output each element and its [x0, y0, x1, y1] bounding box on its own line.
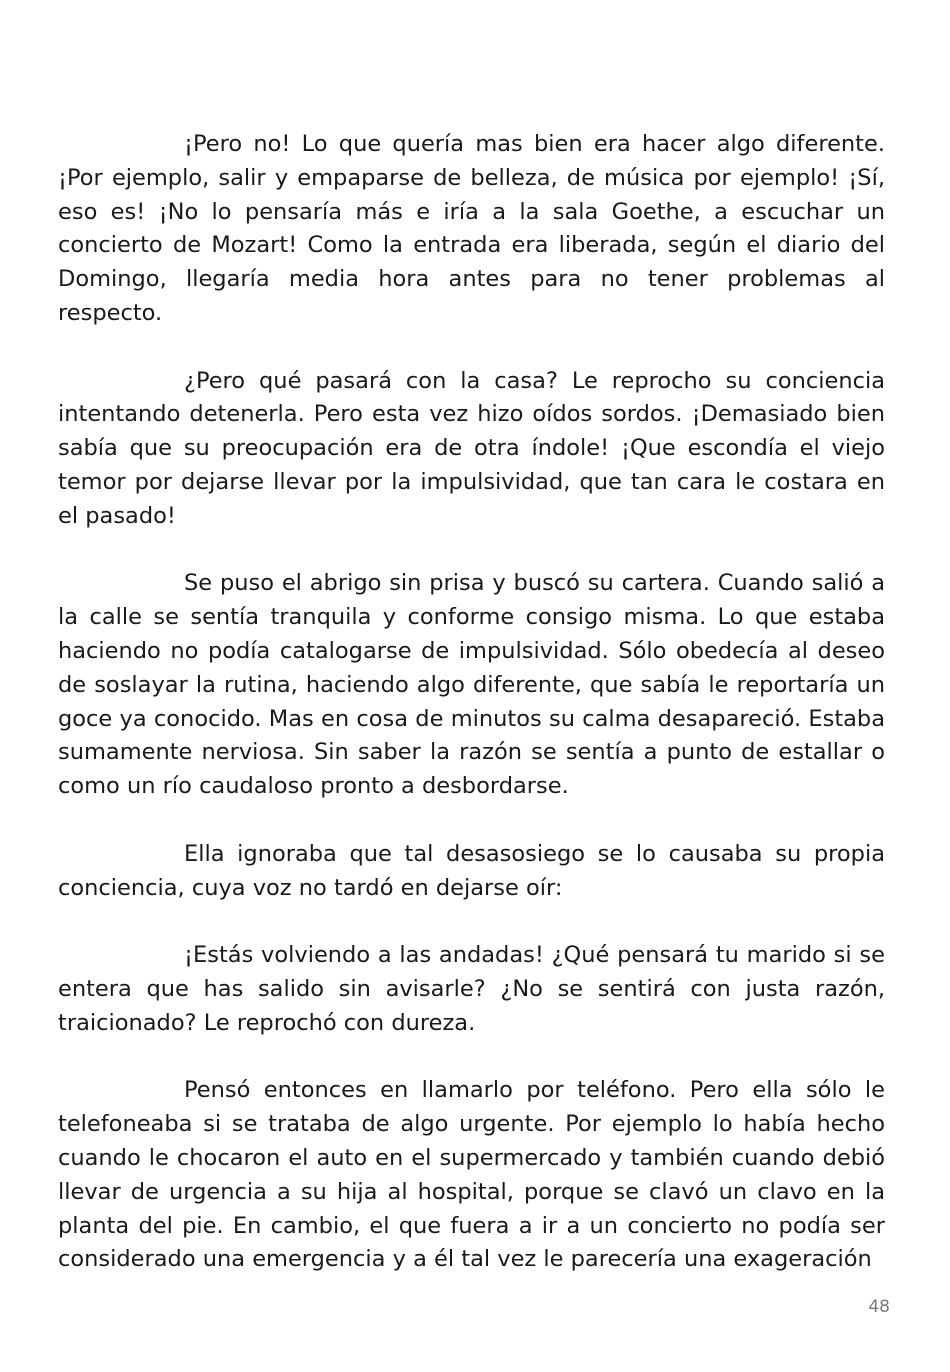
- page-number: 48: [868, 1297, 890, 1317]
- paragraph-4: Ella ignoraba que tal desasosiego se lo causaba su propia conciencia, cuya voz no tardó en dejarse oír:: [58, 840, 885, 901]
- paragraph-3: Se puso el abrigo sin prisa y buscó su cartera. Cuando salió a la calle se sentía tranquila y conforme consigo misma. Lo que estaba haciendo no podía catalogarse de impulsividad. Sólo obedecía al deseo de soslayar la rutina, haciendo algo diferente, que sabía le reportaría un goce ya conocido. Mas en cosa de minutos su calma desapareció. Estaba sumamente nerviosa. Sin saber la razón se sentía a punto de estallar o como un río caudaloso pronto a desbordarse.: [58, 570, 885, 800]
- paragraph-5: ¡Estás volviendo a las andadas! ¿Qué pensará tu marido si se entera que has salido sin avisarle? ¿No se sentirá con justa razón, traicionado? Le reprochó con dureza.: [58, 942, 885, 1036]
- page-body: [58, 128, 885, 1277]
- paragraph-2: ¿Pero qué pasará con la casa? Le reprocho su conciencia intentando detenerla. Pero esta vez hizo oídos sordos. ¡Demasiado bien sabía que su preocupación era de otra índole! ¡Que escondía el viejo temor por dejarse llevar por la impulsividad, que tan cara le costara en el pasado!: [58, 367, 885, 529]
- paragraph-6: Pensó entonces en llamarlo por teléfono. Pero ella sólo le telefoneaba si se trataba de algo urgente. Por ejemplo lo había hecho cuando le chocaron el auto en el supermercado y también cuando debió llevar de urgencia a su hija al hospital, porque se clavó un clavo en la planta del pie. En cambio, el que fuera a ir a un concierto no podía ser considerado una emergencia y a él tal vez le parecería una exageración: [58, 1077, 885, 1273]
- paragraph-1: ¡Pero no! Lo que quería mas bien era hacer algo diferente. ¡Por ejemplo, salir y empaparse de belleza, de música por ejemplo! ¡Sí, eso es! ¡No lo pensaría más e iría a la sala Goethe, a escuchar un concierto de Mozart! Como la entrada era liberada, según el diario del Domingo, llegaría media hora antes para no tener problemas al respecto.: [58, 131, 885, 326]
